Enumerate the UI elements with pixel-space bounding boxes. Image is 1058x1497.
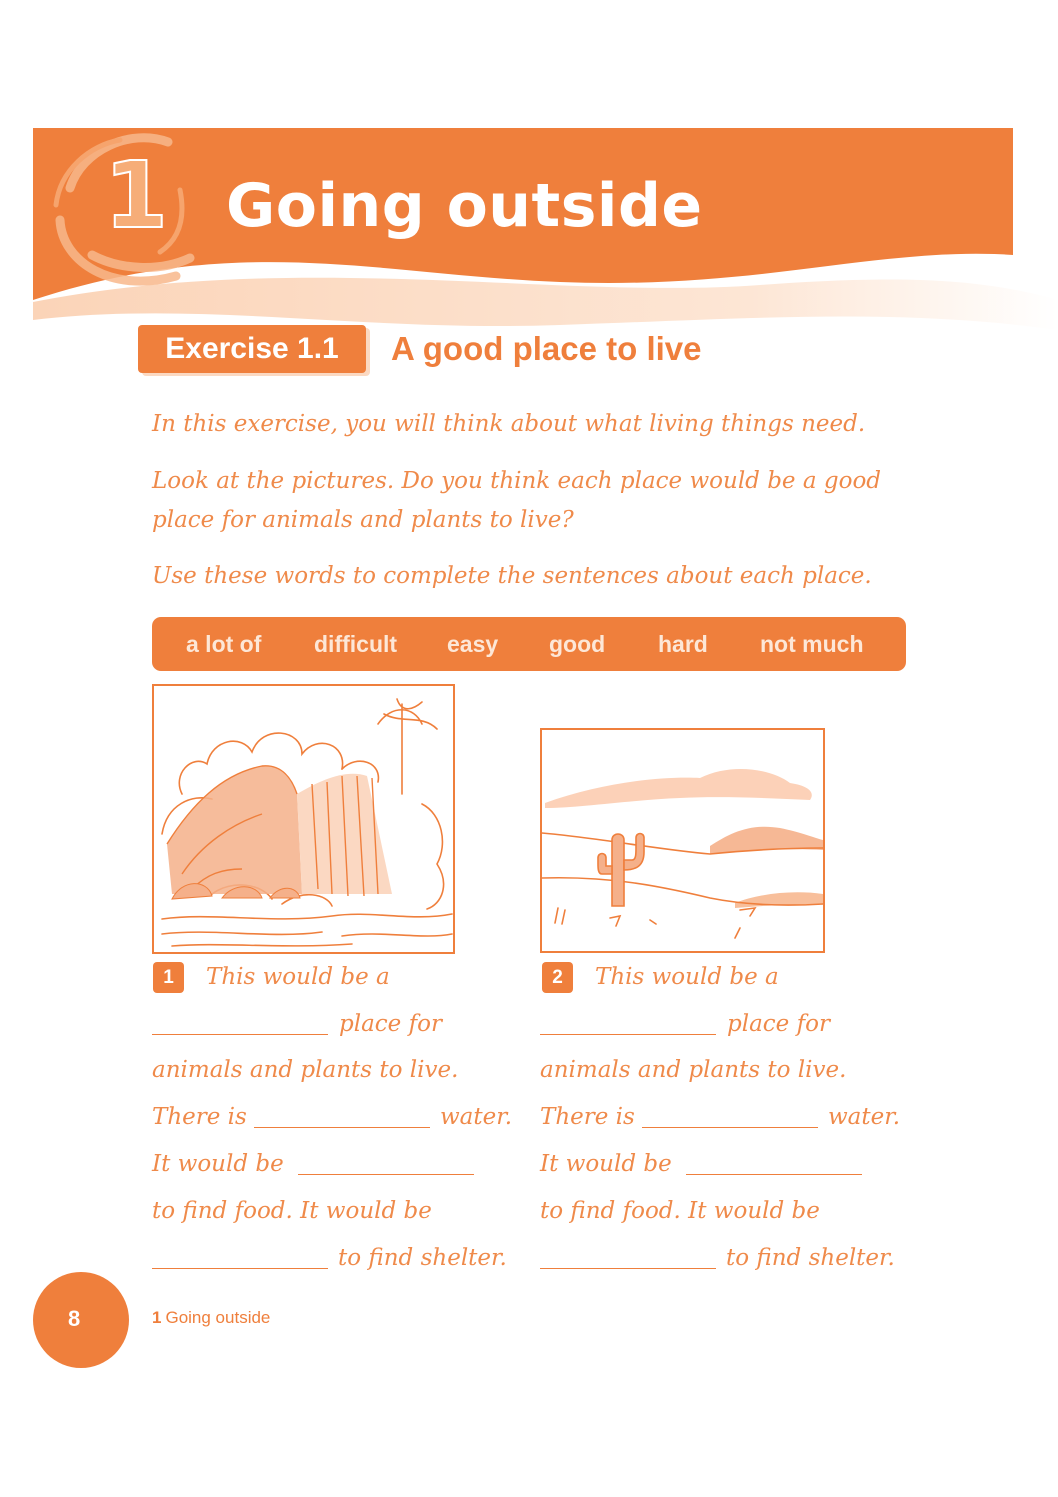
q1-blank-shelter[interactable] [152, 1268, 328, 1269]
chapter-title: Going outside [226, 171, 703, 241]
page-number-badge [33, 1272, 129, 1368]
q2-blank-food[interactable] [686, 1174, 862, 1175]
intro-paragraph-2-line-1: Look at the pictures. Do you think each place would be a good [152, 468, 882, 494]
footer-chapter [152, 1308, 270, 1328]
word-bank-item: difficult [314, 631, 398, 657]
q2-line-5: water. [828, 1104, 901, 1130]
q2-blank-place-type[interactable] [540, 1034, 716, 1035]
desert-cactus-illustration [540, 728, 825, 953]
q1-line-4: There is [152, 1104, 247, 1130]
q1-blank-food[interactable] [298, 1174, 474, 1175]
q1-line-8: to find shelter. [338, 1245, 507, 1271]
word-bank-item: easy [447, 631, 499, 657]
question-number-2: 2 [542, 962, 573, 993]
q2-line-3: animals and plants to live. [540, 1057, 847, 1083]
q1-blank-place-type[interactable] [152, 1034, 328, 1035]
waterfall-forest-illustration [152, 684, 455, 954]
q1-blank-water[interactable] [254, 1127, 430, 1128]
q2-line-1: This would be a [595, 964, 779, 990]
q1-line-3: animals and plants to live. [152, 1057, 459, 1083]
q2-line-2: place for [727, 1011, 830, 1037]
intro-paragraph-3: Use these words to complete the sentences about each place. [152, 563, 872, 589]
word-bank-item: a lot of [186, 631, 262, 657]
q1-line-6: It would be [152, 1151, 284, 1177]
word-bank [152, 617, 906, 671]
page-number: 8 [68, 1306, 81, 1331]
footer-chapter-number: 1 [152, 1308, 162, 1327]
q1-line-5: water. [440, 1104, 513, 1130]
intro-paragraph-2-line-2: place for animals and plants to live? [152, 507, 574, 533]
q1-line-1: This would be a [206, 964, 390, 990]
q2-blank-shelter[interactable] [540, 1268, 716, 1269]
word-bank-item: hard [658, 631, 708, 657]
word-bank-item: good [549, 631, 606, 657]
q2-line-4: There is [540, 1104, 635, 1130]
q1-line-2: place for [339, 1011, 442, 1037]
q2-line-6: It would be [540, 1151, 672, 1177]
q1-line-7: to find food. It would be [152, 1198, 432, 1224]
q2-line-8: to find shelter. [726, 1245, 895, 1271]
chapter-number: 1 [104, 142, 169, 249]
intro-paragraph-1: In this exercise, you will think about what living things need. [152, 411, 866, 437]
question-number-1: 1 [153, 962, 184, 993]
exercise-badge: Exercise 1.1 [138, 325, 366, 373]
footer-chapter-title: Going outside [165, 1308, 271, 1327]
exercise-title: A good place to live [391, 330, 702, 367]
q2-blank-water[interactable] [642, 1127, 818, 1128]
q2-line-7: to find food. It would be [540, 1198, 820, 1224]
word-bank-item: not much [760, 631, 864, 657]
